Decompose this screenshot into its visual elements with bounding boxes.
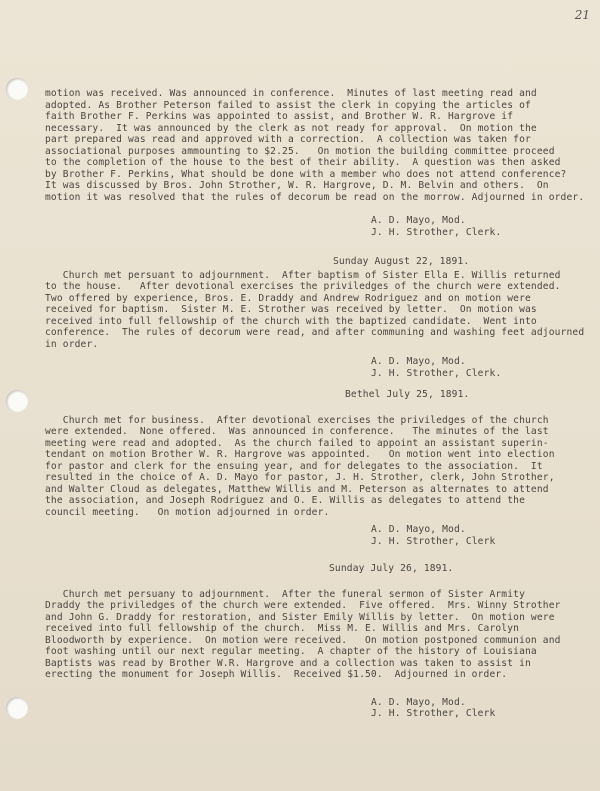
text-line: part prepared was read and approved with a correction. A collection was taken for <box>45 134 531 145</box>
entry-paragraph <box>45 88 593 203</box>
text-line: Baptists was read by Brother W.R. Hargrove and a collection was taken to assist in <box>45 657 531 669</box>
text-line: to the completion of the house to the best of their ability. A question was then asked <box>45 157 561 168</box>
signature-block <box>45 697 593 720</box>
text-line: for pastor and clerk for the ensuing year, and for delegates to the association. It <box>45 460 543 472</box>
text-line: adopted. As Brother Peterson failed to assist the clerk in copying the articles of <box>45 99 531 111</box>
text-line: motion was received. Was announced in conference. Minutes of last meeting read and <box>45 88 537 99</box>
moderator-signature: A. D. Mayo, Mod. <box>371 356 466 367</box>
entry-date: Bethel July 25, 1891. <box>345 389 470 400</box>
entry-paragraph <box>45 589 593 681</box>
text-line: It was discussed by Bros. John Strother, W. R. Hargrove, D. M. Belvin and others. On <box>45 180 549 191</box>
text-line: faith Brother F. Perkins was appointed to assist, and Brother W. R. Hargrove if <box>45 111 514 122</box>
text-line: Church met persuant to adjournment. After baptism of Sister Ella E. Willis returned <box>45 269 561 281</box>
text-line: Church met for business. After devotional exercises the priviledges of the church <box>45 414 549 426</box>
text-line: received into full fellowship of the church with the baptized candidate. Went into <box>45 315 537 327</box>
signature-block <box>45 524 593 547</box>
moderator-signature: A. D. Mayo, Mod. <box>371 524 466 535</box>
text-line: associational purposes ammounting to $2.25. On motion the building committee proceed <box>45 145 555 157</box>
signature-block <box>45 356 593 379</box>
moderator-signature: A. D. Mayo, Mod. <box>371 215 466 226</box>
text-line: Draddy the priviledges of the church were extended. Five offered. Mrs. Winny Strother <box>45 600 561 611</box>
signature-block <box>45 215 593 238</box>
page-number: 21 <box>574 8 590 22</box>
text-line: resulted in the choice of A. D. Mayo for pastor, J. H. Strother, clerk, John Strother, <box>45 472 555 483</box>
entry-date: Sunday August 22, 1891. <box>333 256 470 267</box>
text-line: received into full fellowship of the church. Miss M. E. Willis and Mrs. Carolyn <box>45 623 520 634</box>
text-line: necessary. It was announced by the clerk as not ready for approval. On motion the <box>45 122 537 134</box>
text-line: foot washing until our next regular meeting. A chapter of the history of Louisiana <box>45 646 537 657</box>
text-line: Bloodworth by experience. On motion were received. On motion postponed communion and <box>45 634 561 646</box>
binder-hole <box>6 78 28 100</box>
text-line: and John G. Draddy for restoration, and Sister Emily Willis by letter. On motion were <box>45 611 555 623</box>
text-line: tendant on motion Brother W. R. Hargrove was appointed. On motion went into election <box>45 449 555 460</box>
text-line: meeting were read and adopted. As the church failed to appoint an assistant superin- <box>45 437 549 449</box>
text-line: the association, and Joseph Rodriguez and O. E. Willis as delegates to attend the <box>45 495 525 506</box>
minutes-text <box>45 88 593 720</box>
text-line: by Brother F. Perkins, What should be done with a member who does not attend conference? <box>45 168 567 180</box>
text-line: conference. The rules of decorum were read, and after communing and washing feet adjourned <box>45 327 585 338</box>
text-line: received for baptism. Sister M. E. Strother was received by letter. On motion was <box>45 304 537 315</box>
clerk-signature: J. H. Strother, Clerk <box>371 535 496 547</box>
text-line: erecting the monument for Joseph Willis. Received $1.50. Adjourned in order. <box>45 669 508 680</box>
binder-hole <box>6 697 28 719</box>
text-line: in order. <box>45 338 99 350</box>
text-line: were extended. None offered. Was announced in conference. The minutes of the last <box>45 426 549 437</box>
text-line: Two offered by experience, Bros. E. Draddy and Andrew Rodriguez and on motion were <box>45 292 531 304</box>
entry-paragraph <box>45 270 593 351</box>
clerk-signature: J. H. Strother, Clerk. <box>371 367 502 379</box>
moderator-signature: A. D. Mayo, Mod. <box>371 696 466 708</box>
text-line: Church met persuany to adjournment. After the funeral sermon of Sister Armity <box>45 588 525 600</box>
binder-hole <box>6 390 28 412</box>
text-line: to the house. After devotional exercises the priviledges of the church were extended. <box>45 281 561 292</box>
clerk-signature: J. H. Strother, Clerk. <box>371 226 502 238</box>
text-line: council meeting. On motion adjourned in order. <box>45 506 330 518</box>
clerk-signature: J. H. Strother, Clerk <box>371 708 496 719</box>
text-line: and Walter Cloud as delegates, Matthew Willis and M. Peterson as alternates to attend <box>45 483 549 495</box>
entry-paragraph <box>45 415 593 519</box>
text-line: motion it was resolved that the rules of decorum be read on the morrow. Adjourned in order. <box>45 191 585 203</box>
entry-date: Sunday July 26, 1891. <box>329 563 454 574</box>
